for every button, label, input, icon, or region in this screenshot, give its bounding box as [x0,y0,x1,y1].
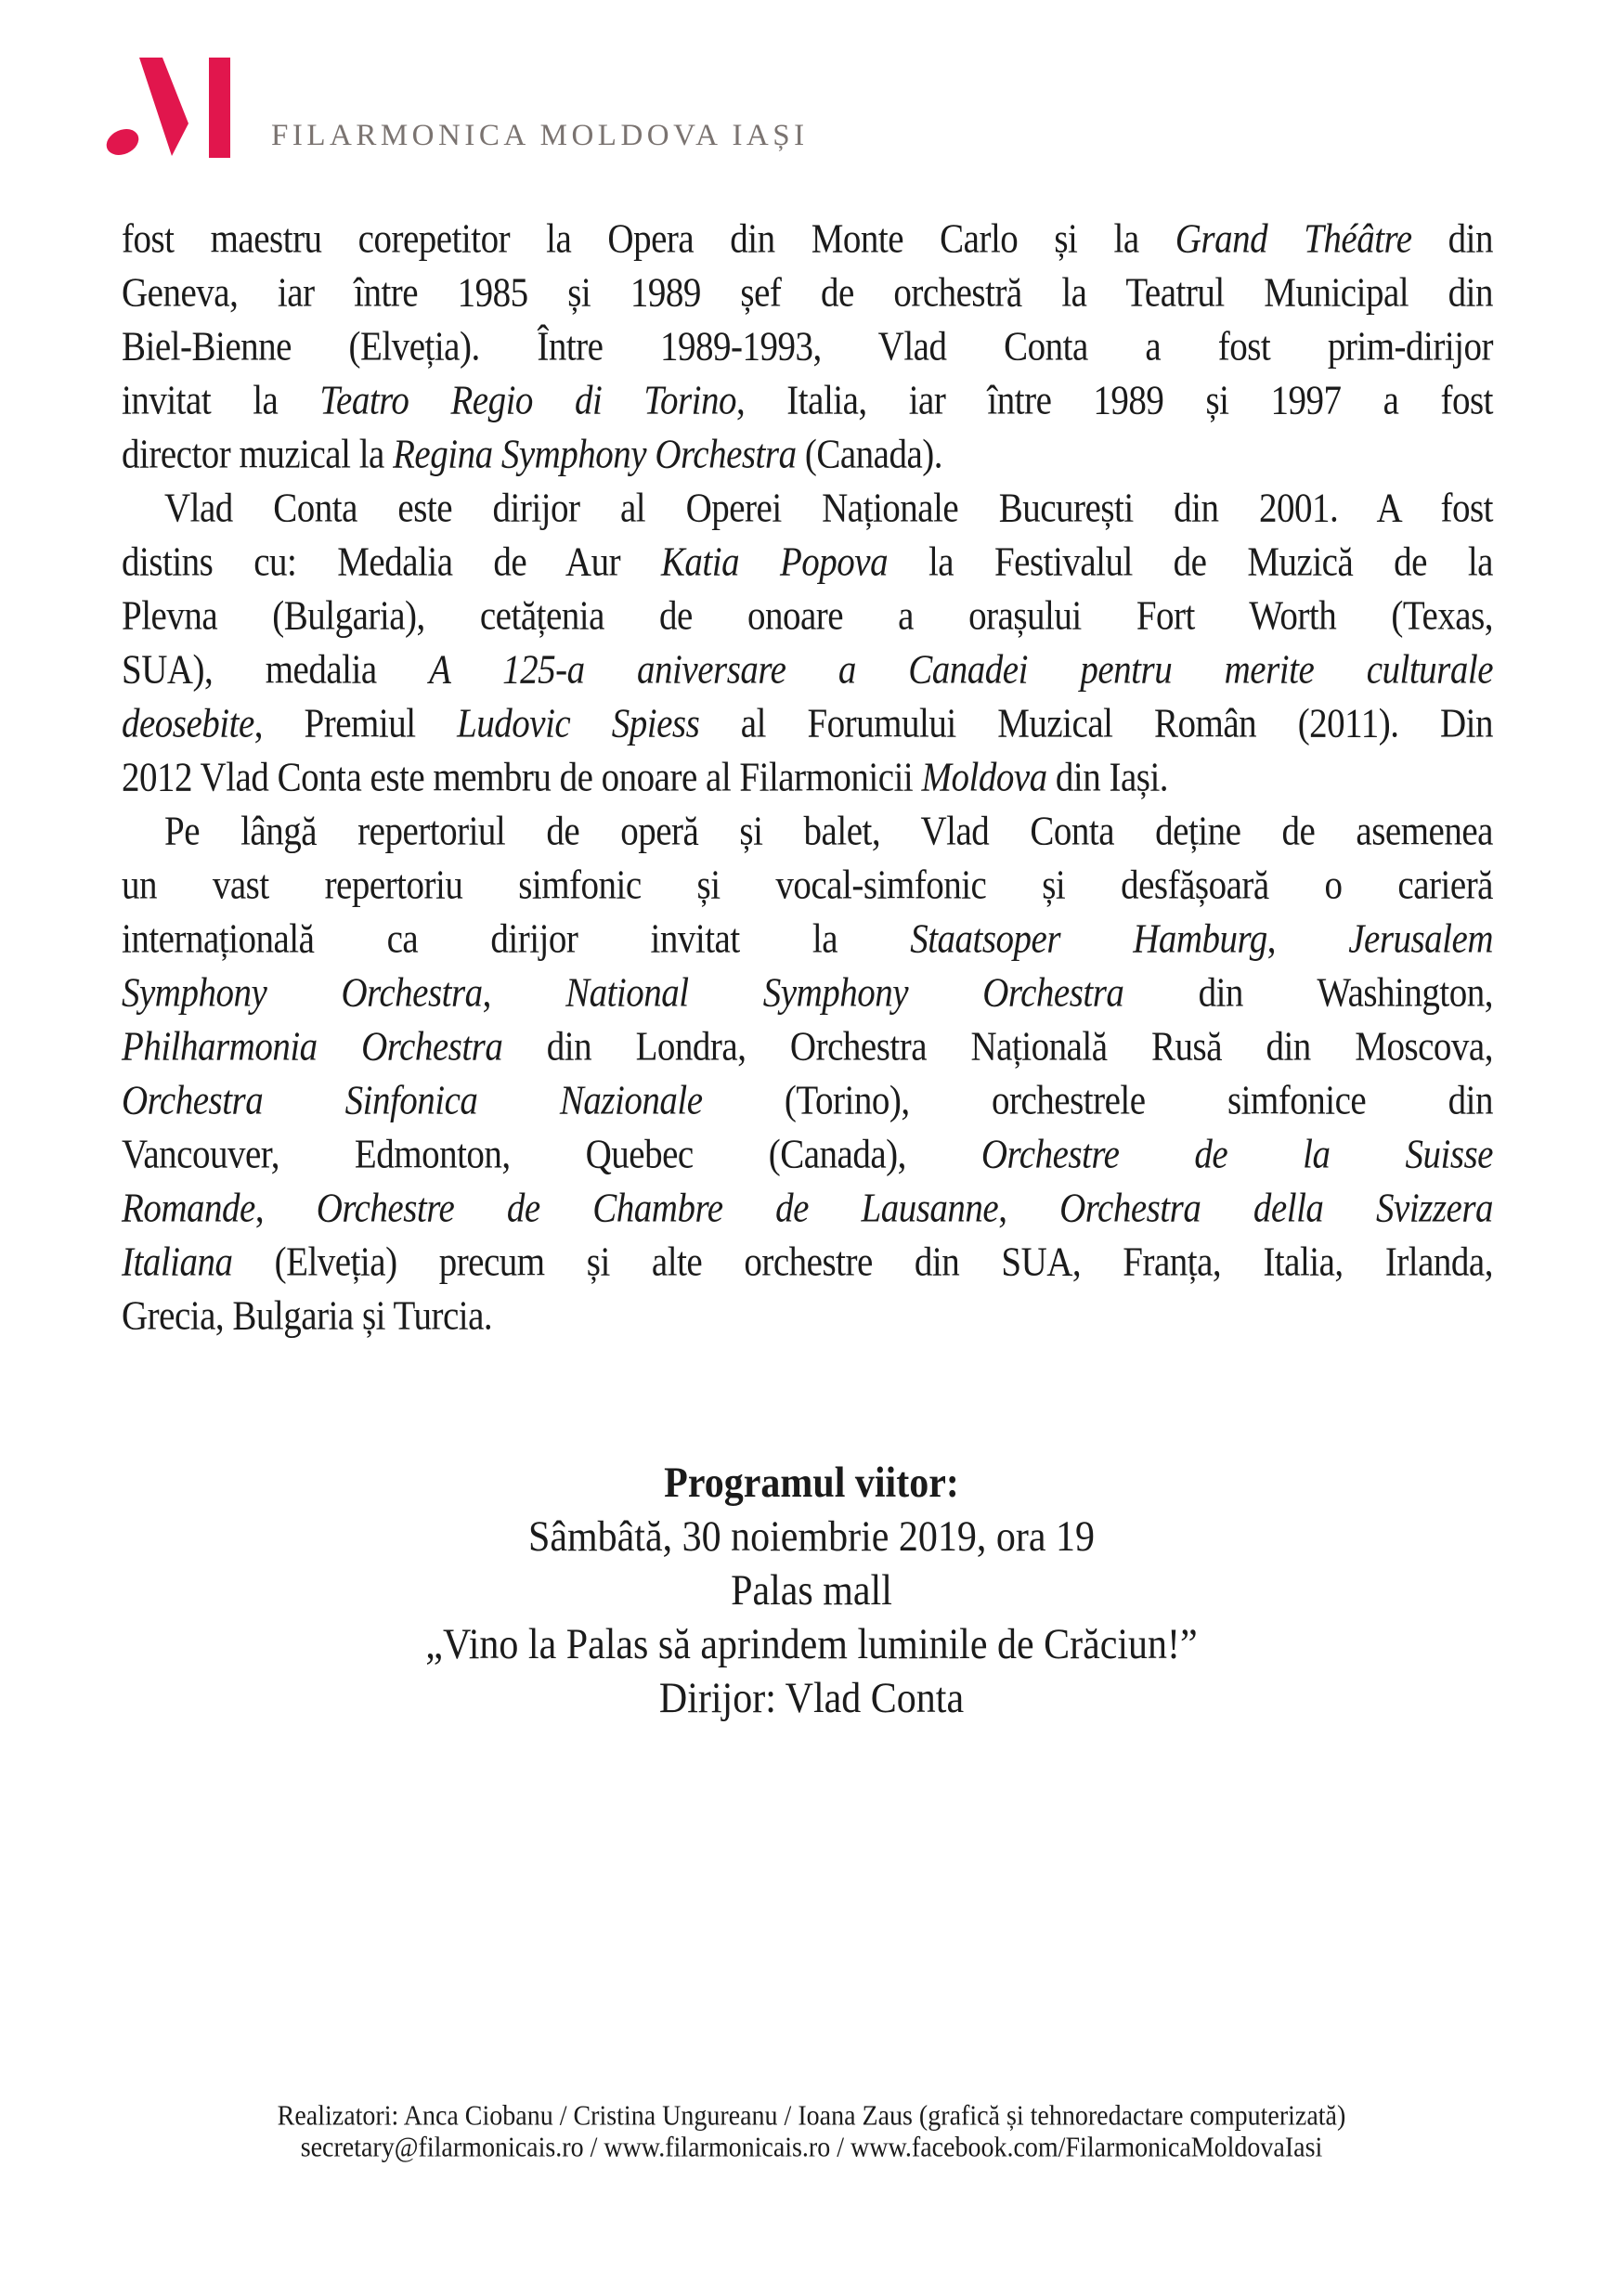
biography-text [122,213,1493,1343]
text-line: Biel-Bienne (Elveția). Între 1989-1993, Vlad Conta a fost prim-dirijor [122,323,1493,370]
credits-line: Realizatori: Anca Ciobanu / Cristina Ungureanu / Ioana Zaus (grafică și tehnoredactare computerizată) [277,2100,1346,2133]
logo-m-icon [97,56,232,161]
text-line: un vast repertoriu simfonic și vocal-simfonic și desfășoară o carieră [122,862,1493,908]
paragraph [122,213,1493,482]
text-line: Pe lângă repertoriul de operă și balet, Vlad Conta deține de asemenea [164,808,1493,854]
text-line: distins cu: Medalia de Aur Katia Popova la Festivalul de Muzică de la [122,538,1493,585]
text-line: Romande, Orchestre de Chambre de Lausanne, Orchestra della Svizzera [122,1185,1494,1231]
program-line: „Vino la Palas să aprindem luminile de Crăciun!” [425,1620,1198,1669]
contact-line: secretary@filarmonicais.ro / www.filarmonicais.ro / www.facebook.com/FilarmonicaMoldovaIasi [300,2132,1323,2164]
text-line: Philharmonia Orchestra din Londra, Orchestra Națională Rusă din Moscova, [122,1023,1493,1070]
text-line: 2012 Vlad Conta este membru de onoare al Filarmonicii Moldova din Iași. [122,754,1169,800]
program-block [0,1457,1623,1726]
filarmonica-logo [97,56,232,161]
paragraph [122,805,1493,1343]
text-line: Vlad Conta este dirijor al Operei Naționale București din 2001. A fost [164,485,1493,531]
text-line: Plevna (Bulgaria), cetățenia de onoare a orașului Fort Worth (Texas, [122,592,1493,639]
text-line: SUA), medalia A 125-a aniversare a Canadei pentru merite culturale [122,646,1494,693]
text-line: deosebite, Premiul Ludovic Spiess al Forumului Muzical Român (2011). Din [122,700,1494,746]
text-line: Grecia, Bulgaria și Turcia. [122,1292,493,1339]
text-line: Vancouver, Edmonton, Quebec (Canada), Orchestre de la Suisse [122,1131,1493,1177]
program-line: Palas mall [731,1566,892,1615]
text-line: Italiana (Elveția) precum și alte orchestre din SUA, Franța, Italia, Irlanda, [122,1239,1493,1285]
text-line: Symphony Orchestra, National Symphony Orchestra din Washington, [122,969,1493,1016]
paragraph [122,482,1493,805]
text-line: internațională ca dirijor invitat la Staatsoper Hamburg, Jerusalem [122,915,1493,962]
program-line: Dirijor: Vlad Conta [658,1674,965,1723]
text-line: fost maestru corepetitor la Opera din Monte Carlo și la Grand Théâtre din [122,215,1494,262]
text-line: Orchestra Sinfonica Nazionale (Torino), orchestrele simfonice din [122,1077,1493,1123]
program-lines [0,1511,1623,1726]
text-line: Geneva, iar între 1985 și 1989 șef de orchestră la Teatrul Municipal din [122,269,1493,316]
program-title: Programul viitor: [664,1459,959,1508]
page-footer [0,2101,1623,2164]
text-line: invitat la Teatro Regio di Torino, Italia, iar între 1989 și 1997 a fost [122,377,1493,423]
program-line: Sâmbâtă, 30 noiembrie 2019, ora 19 [527,1512,1096,1562]
text-line: director muzical la Regina Symphony Orchestra (Canada). [122,431,942,477]
brand-title: FILARMONICA MOLDOVA IAȘI [271,119,809,152]
